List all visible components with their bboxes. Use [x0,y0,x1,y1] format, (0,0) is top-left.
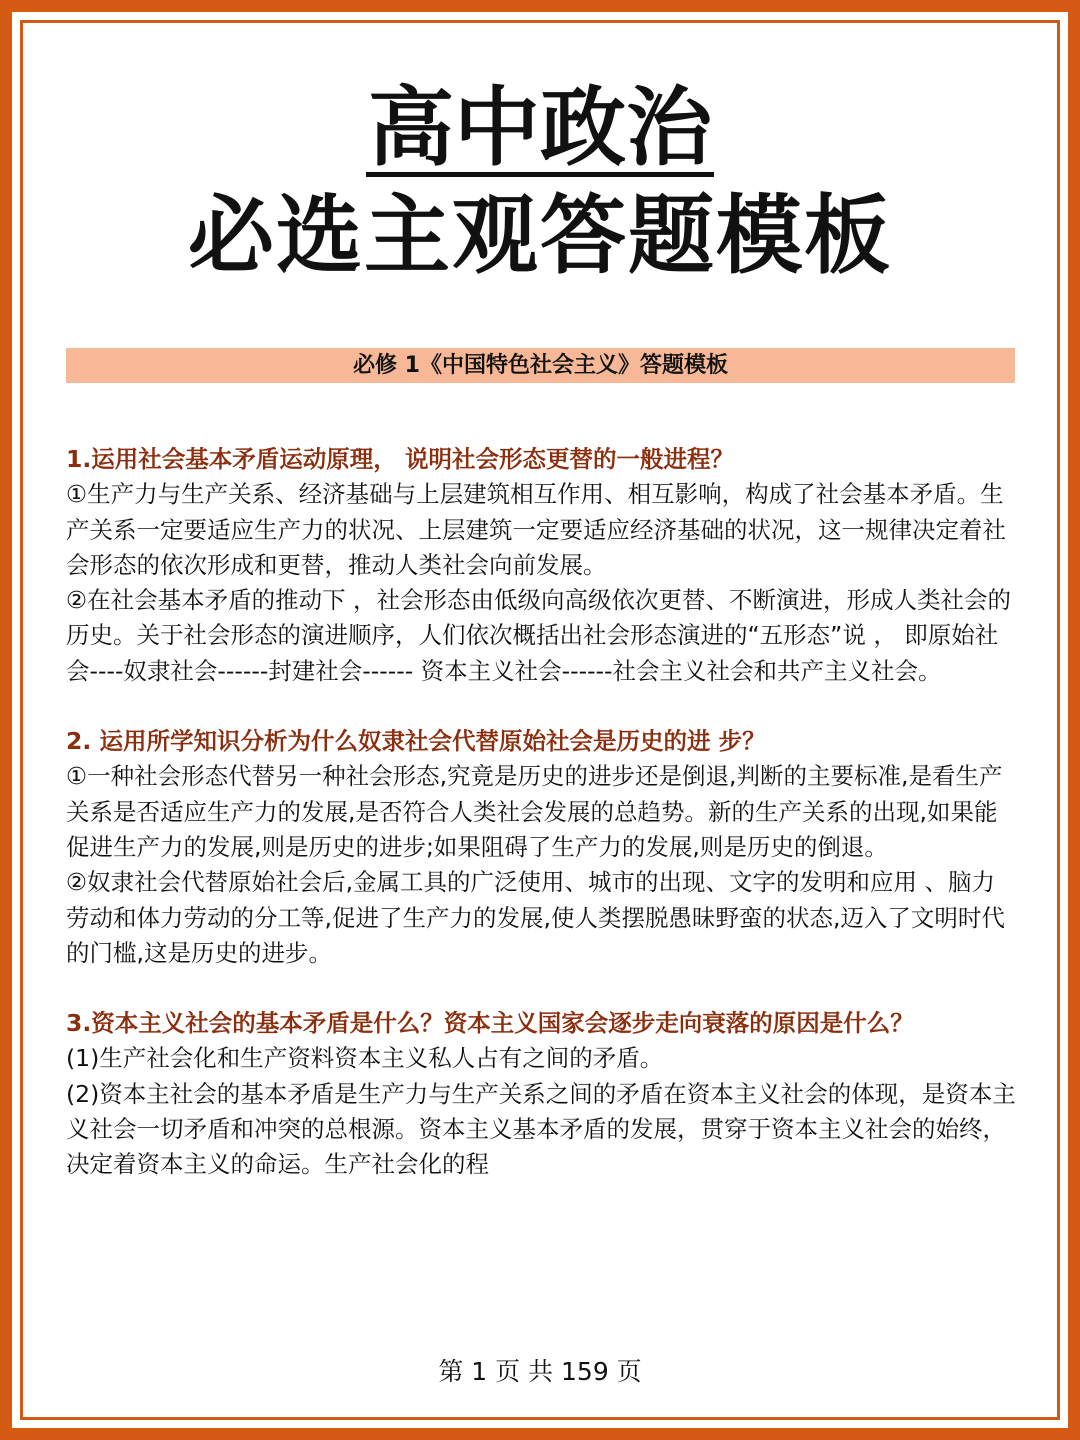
content-body [66,442,1016,1183]
answer-3-1: (1)生产社会化和生产资料资本主义私人占有之间的矛盾。 [66,1044,664,1073]
answer-2-2: ②奴隶社会代替原始社会后,金属工具的广泛使用、城市的出现、文字的发明和应用 、脑力劳动和体力劳动的分工等,促进了生产力的发展,使人类摆脱愚昧野蛮的状态,迈入了文明时代的门槛,这是历史的进步。 [66,868,1005,967]
question-3: 3.资本主义社会的基本矛盾是什么？资本主义国家会逐步走向衰落的原因是什么？ [66,1009,914,1038]
answer-1-1: ①生产力与生产关系、经济基础与上层建筑相互作用、相互影响，构成了社会基本矛盾。生产关系一定要适应生产力的状况、上层建筑一定要适应经济基础的状况，这一规律决定着社会形态的依次形成和更替，推动人类社会向前发展。 [66,480,1006,579]
page-subtitle: 必选主观答题模板 [188,186,892,286]
spacer [66,689,1016,724]
question-1: 1.运用社会基本矛盾运动原理， 说明社会形态更替的一般进程？ [66,445,734,473]
answer-2-1: ①一种社会形态代替另一种社会形态,究竟是历史的进步还是倒退,判断的主要标准,是看生产关系是否适应生产力的发展,是否符合人类社会发展的总趋势。新的生产关系的出现,如果能促进生产力的发展,则是历史的进步;如果阻碍了生产力的发展,则是历史的倒退。 [66,762,1003,861]
page-title [0,78,1080,178]
section-heading: 必修 1《中国特色社会主义》答题模板 [66,348,1015,383]
page-number: 第 1 页 共 159 页 [438,1357,642,1386]
answer-1-2: ②在社会基本矛盾的推动下 ，社会形态由低级向高级依次更替、不断演进，形成人类社会的历史。关于社会形态的演进顺序，人们依次概括出社会形态演进的“五形态”说 ， 即原始社会----奴隶社会------封建社会------ 资本主义社会------社会主义社会和共产主义社会。 [66,586,1012,685]
page-title-text: 高中政治 [368,78,712,178]
question-2: 2. 运用所学知识分析为什么奴隶社会代替原始社会是历史的进 步？ [66,727,766,756]
spacer [66,971,1016,1006]
answer-3-2: (2)资本主社会的基本矛盾是生产力与生产关系之间的矛盾在资本主义社会的体现，是资本主义社会一切矛盾和冲突的总根源。资本主义基本矛盾的发展，贯穿于资本主义社会的始终，决定着资本主义的命运。生产社会化的程 [66,1079,1016,1179]
